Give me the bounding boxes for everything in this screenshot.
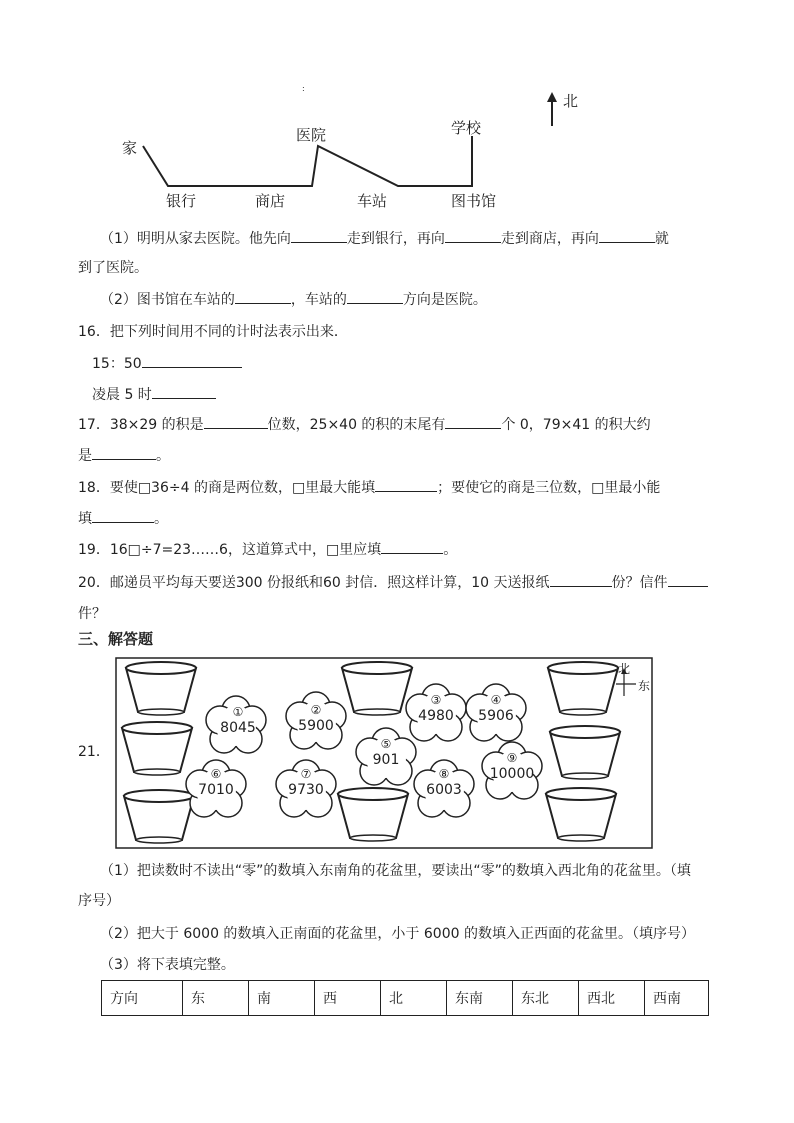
answer-blank[interactable] bbox=[92, 508, 154, 523]
q18-text: 18．要使□36÷4 的商是两位数，□里最大能填 bbox=[78, 480, 376, 496]
flower-value: 901 bbox=[372, 752, 400, 768]
q21-sub1: （1）把读数时不读出“零”的数填入东南角的花盆里，要读出“零”的数填入西北角的花盆里。（填 bbox=[100, 863, 691, 879]
answer-blank[interactable] bbox=[92, 445, 156, 460]
flower-label bbox=[486, 750, 538, 782]
q20-question bbox=[78, 572, 708, 593]
q15-text: （2）图书馆在车站的 bbox=[100, 292, 235, 308]
q16-item2 bbox=[92, 384, 216, 405]
q18-text: 。 bbox=[154, 511, 168, 527]
flower-value: 8045 bbox=[220, 720, 256, 736]
q19-text: 。 bbox=[443, 542, 458, 558]
answer-blank[interactable] bbox=[291, 228, 347, 243]
flower-label bbox=[294, 702, 338, 734]
map-place-store: 商店 bbox=[255, 192, 286, 210]
flowerpot bbox=[338, 788, 408, 841]
q20-text: 20．邮递员平均每天要送300 份报纸和60 封信．照这样计算，10 天送报纸 bbox=[78, 575, 550, 591]
flower-label bbox=[414, 692, 458, 724]
q15-text: （1）明明从家去医院。他先向 bbox=[100, 231, 291, 247]
q17-text: 是 bbox=[78, 448, 92, 464]
table-cell: 西南 bbox=[645, 981, 709, 1016]
flowerpot bbox=[548, 662, 618, 715]
flowerpot bbox=[124, 790, 194, 843]
flower-label bbox=[194, 766, 238, 798]
answer-blank[interactable] bbox=[142, 353, 242, 368]
flower-index: ⑨ bbox=[506, 751, 518, 765]
map-place-home: 家 bbox=[122, 139, 138, 157]
flower-value: 10000 bbox=[489, 766, 535, 782]
table-cell: 北 bbox=[381, 981, 447, 1016]
q15-text: 走到商店，再向 bbox=[500, 231, 599, 247]
answer-blank[interactable] bbox=[668, 572, 708, 587]
map-place-bank: 银行 bbox=[166, 192, 197, 210]
q18-text: 填 bbox=[78, 511, 92, 527]
table-cell: 方向 bbox=[102, 981, 183, 1016]
compass-east-label: 东 bbox=[638, 679, 651, 693]
answer-blank[interactable] bbox=[550, 572, 612, 587]
flowerpot bbox=[342, 662, 412, 715]
flower-index: ② bbox=[310, 703, 322, 717]
q16-time: 15：50 bbox=[92, 356, 142, 372]
table-cell: 西北 bbox=[579, 981, 645, 1016]
q17-cont bbox=[78, 445, 170, 466]
flower-index: ⑤ bbox=[380, 737, 392, 751]
q21-number: 21． bbox=[78, 744, 110, 760]
flower-index: ① bbox=[232, 705, 244, 719]
section-title: 三、解答题 bbox=[78, 630, 154, 648]
q19-text: 19．16□÷7=23……6，这道算式中，□里应填 bbox=[78, 542, 382, 558]
q16-item1 bbox=[92, 353, 242, 374]
q15-text: ，车站的 bbox=[290, 292, 347, 308]
q21-sub1-cont: 序号） bbox=[78, 893, 120, 909]
flowerpot bbox=[550, 726, 620, 779]
q19-question bbox=[78, 539, 457, 560]
table-cell: 南 bbox=[249, 981, 315, 1016]
q17-text: 个 0，79×41 的积大约 bbox=[501, 417, 651, 433]
flowerpot bbox=[546, 788, 616, 841]
q21-sub3: （3）将下表填完整。 bbox=[100, 957, 235, 973]
flower-label bbox=[474, 692, 518, 724]
flower-value: 4980 bbox=[418, 708, 454, 724]
flower-index: ⑥ bbox=[210, 767, 222, 781]
answer-blank[interactable] bbox=[381, 539, 443, 554]
answer-blank[interactable] bbox=[235, 289, 291, 304]
flower-label bbox=[364, 736, 408, 768]
flower-value: 9730 bbox=[288, 782, 324, 798]
answer-blank[interactable] bbox=[152, 384, 216, 399]
map-small-mark: : bbox=[302, 84, 305, 93]
direction-table bbox=[101, 980, 709, 1016]
flower-label bbox=[216, 704, 260, 736]
q18-cont bbox=[78, 508, 168, 529]
flower-index: ⑧ bbox=[438, 767, 450, 781]
flower-value: 5906 bbox=[478, 708, 514, 724]
q21-sub2: （2）把大于 6000 的数填入正南面的花盆里，小于 6000 的数填入正西面的花盆里。（填序号） bbox=[100, 926, 695, 942]
answer-blank[interactable] bbox=[445, 228, 501, 243]
q15-text: 走到银行，再向 bbox=[346, 231, 445, 247]
map-place-library: 图书馆 bbox=[451, 192, 497, 210]
answer-blank[interactable] bbox=[204, 414, 268, 429]
q16-time: 凌晨 5 时 bbox=[92, 387, 152, 403]
table-row bbox=[102, 981, 709, 1016]
q15-text: 就 bbox=[654, 231, 669, 247]
table-cell: 东 bbox=[183, 981, 249, 1016]
q20-text: 份？信件 bbox=[611, 575, 668, 591]
q18-text: ；要使它的商是三位数，□里最小能 bbox=[437, 480, 661, 496]
map-place-hospital: 医院 bbox=[296, 126, 327, 144]
table-cell: 西 bbox=[315, 981, 381, 1016]
flower-index: ④ bbox=[490, 693, 502, 707]
compass-north-label: 北 bbox=[618, 662, 631, 676]
q17-text: 17．38×29 的积是 bbox=[78, 417, 204, 433]
q17-question bbox=[78, 414, 651, 435]
answer-blank[interactable] bbox=[375, 477, 437, 492]
q15-part1-cont: 到了医院。 bbox=[78, 260, 148, 276]
table-cell: 东南 bbox=[447, 981, 513, 1016]
flowerpot bbox=[126, 662, 196, 715]
answer-blank[interactable] bbox=[347, 289, 403, 304]
table-cell: 东北 bbox=[513, 981, 579, 1016]
map-north-label: 北 bbox=[563, 92, 579, 110]
q17-text: 。 bbox=[156, 448, 170, 464]
flower-label bbox=[422, 766, 466, 798]
q15-part2 bbox=[100, 289, 487, 310]
flower-value: 7010 bbox=[198, 782, 234, 798]
flower-value: 5900 bbox=[298, 718, 334, 734]
north-arrow-head bbox=[547, 92, 557, 102]
answer-blank[interactable] bbox=[445, 414, 501, 429]
flowerpot bbox=[122, 722, 192, 775]
flower-index: ⑦ bbox=[300, 767, 312, 781]
q15-text: 方向是医院。 bbox=[402, 292, 487, 308]
flower-index: ③ bbox=[430, 693, 442, 707]
flower-label bbox=[284, 766, 328, 798]
flower-value: 6003 bbox=[426, 782, 462, 798]
map-place-station: 车站 bbox=[357, 192, 388, 210]
q18-question bbox=[78, 477, 660, 498]
q16-question: 16．把下列时间用不同的计时法表示出来． bbox=[78, 324, 348, 340]
map-place-school: 学校 bbox=[451, 119, 482, 137]
q15-part1 bbox=[100, 228, 669, 249]
q20-cont: 件？ bbox=[78, 606, 106, 622]
q17-text: 位数，25×40 的积的末尾有 bbox=[267, 417, 446, 433]
answer-blank[interactable] bbox=[599, 228, 655, 243]
